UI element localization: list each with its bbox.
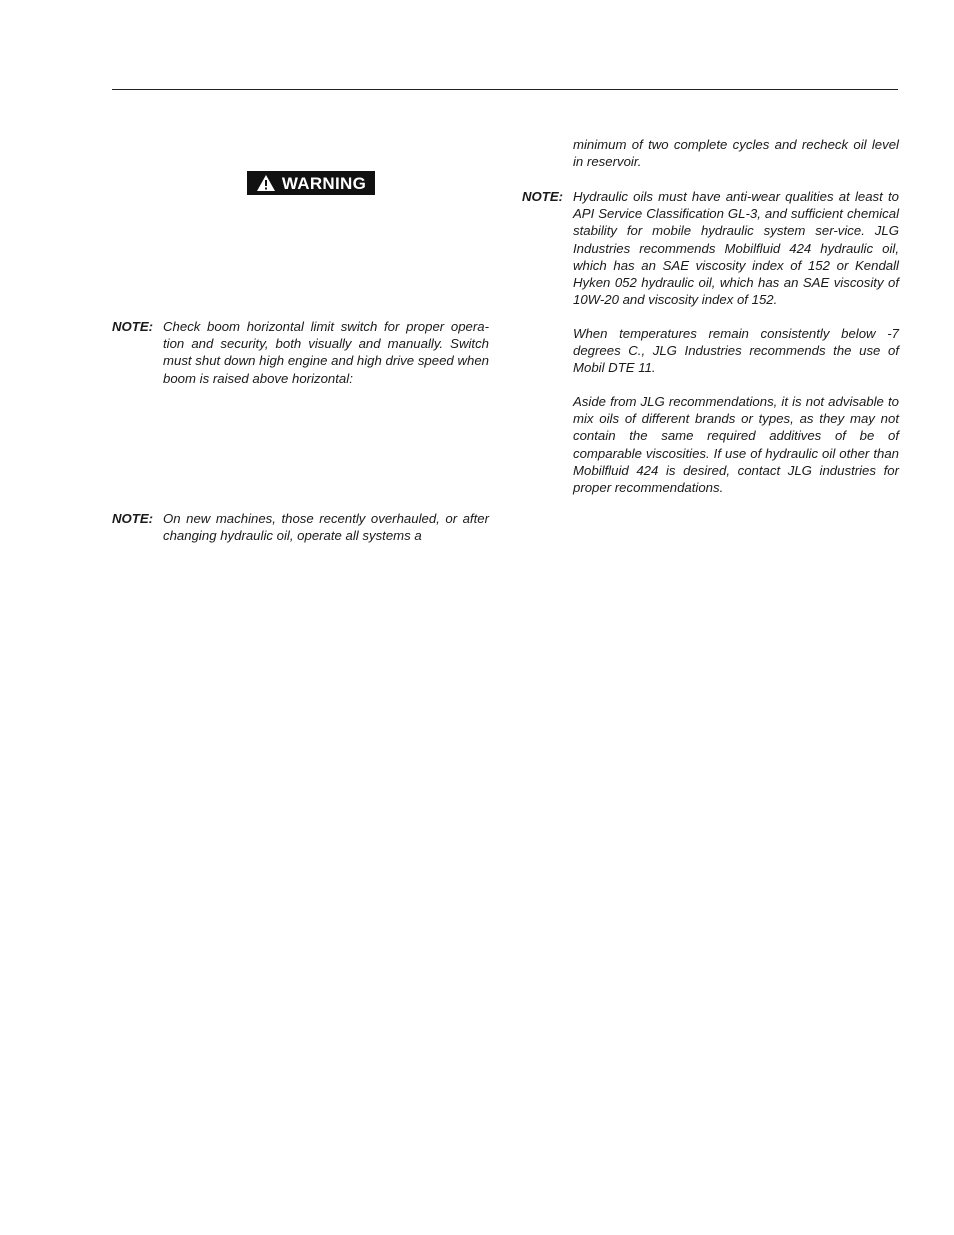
note-label: NOTE: <box>112 511 154 526</box>
note-label: NOTE: <box>522 189 564 204</box>
warning-badge <box>247 171 375 195</box>
continuation-paragraph: minimum of two complete cycles and recheck oil level in reservoir. <box>573 137 899 170</box>
temperature-paragraph: When temperatures remain consistently below -7 degrees C., JLG Industries recommends the use of Mobil DTE 11. <box>573 326 899 376</box>
header-rule <box>112 89 898 90</box>
warning-triangle-icon <box>256 174 276 192</box>
warning-label: WARNING <box>281 173 367 193</box>
note-text: Check boom horizontal limit switch for proper opera-tion and security, both visually and manually. Switch must shut down high engine and high drive speed when boom is raised above horizontal: <box>163 319 489 386</box>
note-hydraulic-oils <box>522 188 899 310</box>
note-text: Hydraulic oils must have anti-wear qualities at least to API Service Classification GL-3, and sufficient chemical stability for mobile hydraulic system ser-vice. JLG Industries recommends Mobilfluid 424 hydraulic oil, which has an SAE viscosity index of 152 or Kendall Hyken 052 hydraulic oil, which has an SAE viscosity of 10W-20 and viscosity index of 152. <box>573 189 899 308</box>
oil-mixing-paragraph: Aside from JLG recommendations, it is not advisable to mix oils of different brands or types, as they may not contain the same required additives of be of comparable viscosities. If use of hydraulic oil other than Mobilfluid 424 is desired, contact JLG industries for proper recommendations. <box>573 394 899 496</box>
note-label: NOTE: <box>112 319 154 334</box>
note-new-machines <box>112 510 490 546</box>
note-text: On new machines, those recently overhauled, or after changing hydraulic oil, operate all systems a <box>163 511 489 544</box>
note-boom-limit-switch <box>112 318 490 388</box>
